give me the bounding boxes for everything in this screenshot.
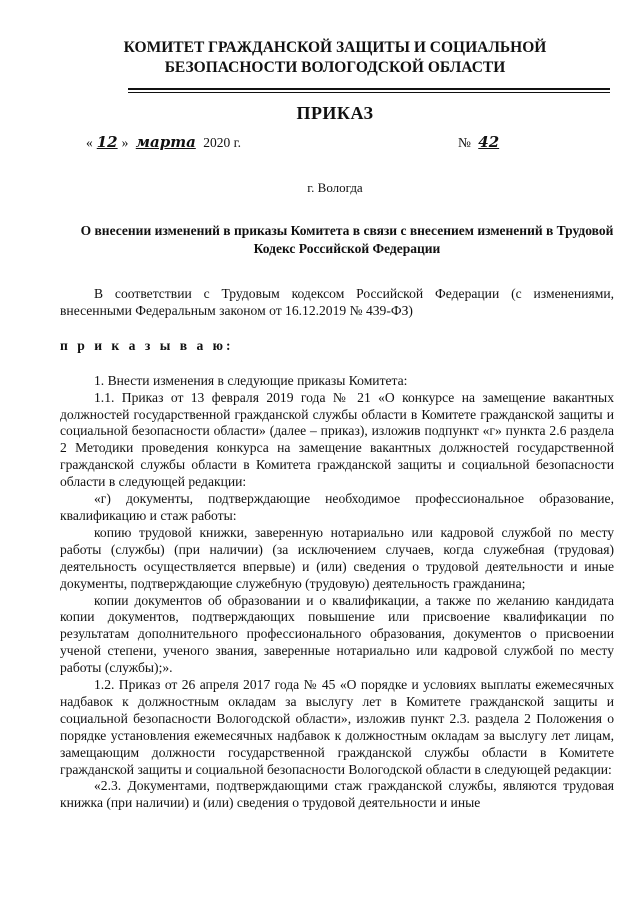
order-date: [86, 133, 241, 151]
paragraph-labor-book: копию трудовой книжки, заверенную нотариально или кадровой службой по месту работы (службы) (при наличии) (за исключением случаев, когда служебная (трудовая) деятельность осуществляется впервые) и (или) сведения о трудовой деятельности и иные документы, подтверждающие служебную (трудовую) деятельность гражданина;: [60, 524, 614, 591]
number-value: 42: [478, 133, 500, 151]
order-body: [60, 286, 614, 812]
date-open-quote: «: [86, 135, 93, 150]
paragraph-1: 1. Внести изменения в следующие приказы Комитета:: [94, 372, 408, 388]
organization-header: [60, 38, 610, 78]
date-year: 2020 г.: [203, 135, 241, 150]
order-number: [458, 133, 503, 151]
paragraph-g: «г) документы, подтверждающие необходимое профессиональное образование, квалификацию и стаж работы:: [60, 491, 614, 523]
document-title: ПРИКАЗ: [296, 103, 374, 123]
paragraph-preamble: В соответствии с Трудовым кодексом Российской Федерации (с изменениями, внесенными Федеральным законом от 16.12.2019 № 439-ФЗ): [60, 286, 614, 318]
paragraph-2-3: «2.3. Документами, подтверждающими стаж гражданской службы, являются трудовая книжка (при наличии) и (или) сведения о трудовой деятельности и иные: [60, 778, 614, 811]
paragraph-1-1: 1.1. Приказ от 13 февраля 2019 года № 21 «О конкурсе на замещение вакантных должностей государственной гражданской службы области в Комитете гражданской защиты и социальной безопасности области» (далее – приказ), изложив подпункт «г» пункта 2.6 раздела 2 Методики проведения конкурса на замещение вакантных должностей государственной гражданской службы области в Комитета гражданской защиты и социальной безопасности области в следующей редакции:: [60, 389, 614, 490]
order-word: п р и к а з ы в а ю:: [60, 337, 234, 353]
header-rule-thick: [128, 88, 610, 90]
paragraph-1-2: 1.2. Приказ от 26 апреля 2017 года № 45 «О порядке и условиях выплаты ежемесячных надбавок к должностным окладам за выслугу лет в Комитете гражданской защиты и социальной безопасности Вологодской области», изложив пункт 2.3. раздела 2 Положения о порядке установления ежемесячных надбавок к должностным окладам за выслугу лет лицам, замещающим должности государственной гражданской службы области в Комитете гражданской защиты и социальной безопасности Вологодской области в следующей редакции:: [60, 677, 614, 777]
date-day: 12: [96, 133, 118, 151]
city: г. Вологда: [307, 180, 363, 195]
header-line-2: БЕЗОПАСНОСТИ ВОЛОГОДСКОЙ ОБЛАСТИ: [164, 59, 506, 76]
paragraph-education-docs: копии документов об образовании и о квалификации, а также по желанию кандидата копии документов, подтверждающих повышение или присвоение квалификации по результатам дополнительного профессионального образования, документов о присвоении ученой степени, ученого звания, заверенные нотариально или кадровой службой по месту работы (службы);».: [60, 592, 614, 676]
order-subject: О внесении изменений в приказы Комитета в связи с внесением изменений в Трудовой Кодекс Российской Федерации: [80, 223, 614, 256]
number-label: №: [458, 135, 471, 150]
header-line-1: КОМИТЕТ ГРАЖДАНСКОЙ ЗАЩИТЫ И СОЦИАЛЬНОЙ: [123, 39, 547, 56]
date-close-quote: »: [121, 135, 129, 150]
date-month: марта: [135, 133, 196, 151]
header-rule-thin: [128, 92, 610, 93]
